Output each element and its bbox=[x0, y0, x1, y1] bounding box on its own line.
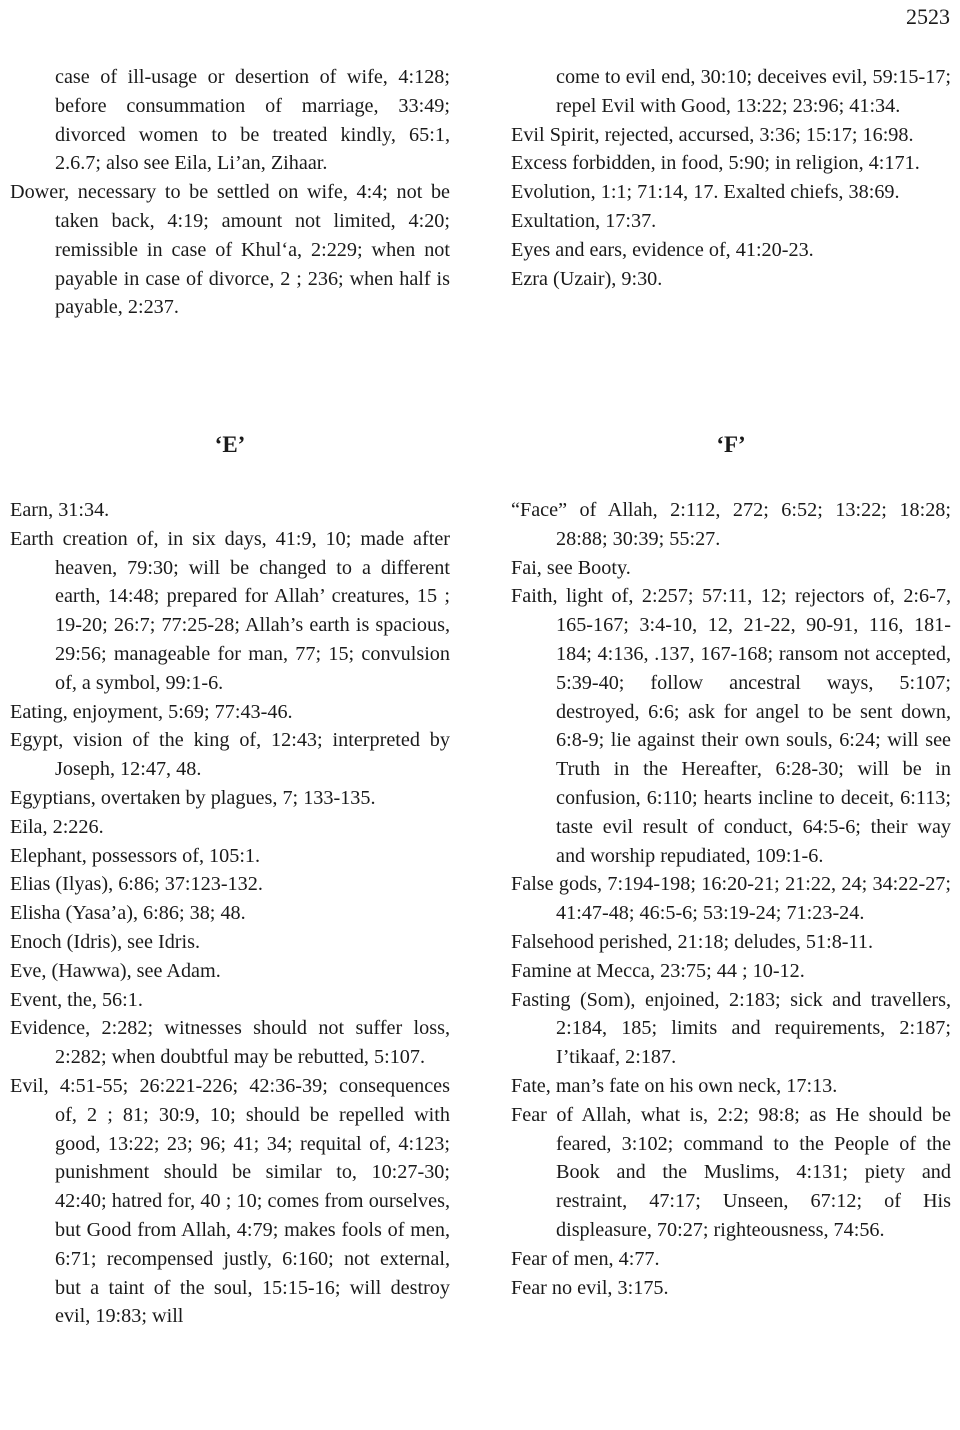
index-entry: Event, the, 56:1. bbox=[10, 988, 143, 1011]
index-entry: Fai, see Booty. bbox=[511, 556, 631, 579]
index-entry: Elisha (Yasa’a), 6:86; 38; 48. bbox=[10, 902, 246, 925]
index-entry: Eila, 2:226. bbox=[10, 815, 104, 838]
index-entry: Fate, man’s fate on his own neck, 17:13. bbox=[511, 1074, 838, 1097]
index-entry: “Face” of Allah, 2:112, 272; 6:52; 13:22; 18:28; 28:88; 30:39; 55:27. bbox=[511, 499, 951, 550]
index-entry: Evolution, 1:1; 71:14, 17. Exalted chiefs, 38:69. bbox=[511, 181, 900, 204]
index-entry: Faith, light of, 2:257; 57:11, 12; rejectors of, 2:6-7, 165-167; 3:4-10, 12, 21-22, 90-91, 116, 181-184; 4:136, .137, 167-168; ransom not accepted, 5:39-40; follow ancestral ways, 5:107; destroyed, 6:6; ask for angel to be sent down, 6:8-9; lie against their own souls, 6:24; will see Truth in the Hereafter, 6:28-30; will be in confusion, 6:110; hearts incline to deceit, 6:113; taste evil result of conduct, 64:5-6; their way and worship repudiated, 109:1-6. bbox=[511, 585, 951, 867]
index-entry: Evil, 4:51-55; 26:221-226; 42:36-39; consequences of, 2 ; 81; 30:9, 10; should be repelled with good, 13:22; 23; 96; 41; 34; requital of, 4:123; punishment should be similar to, 10:27-30; 42:40; hatred for, 40 ; 10; comes from ourselves, but Good from Allah, 4:79; makes fools of men, 6:71; recompensed justly, 6:160; not external, but a taint of the soul, 15:15-16; will destroy evil, 19:83; will bbox=[10, 1074, 450, 1328]
index-entry-continued: come to evil end, 30:10; deceives evil, 59:15-17; repel Evil with Good, 13:22; 23:96; 41:34. bbox=[556, 66, 951, 117]
index-entry: Eating, enjoyment, 5:69; 77:43-46. bbox=[10, 700, 293, 723]
index-entry: Eyes and ears, evidence of, 41:20-23. bbox=[511, 238, 814, 261]
index-column-left-bottom bbox=[10, 496, 450, 1331]
index-entry: Excess forbidden, in food, 5:90; in religion, 4:171. bbox=[511, 152, 920, 175]
index-entry: Egypt, vision of the king of, 12:43; interpreted by Joseph, 12:47, 48. bbox=[10, 729, 450, 781]
index-entry: Fear of Allah, what is, 2:2; 98:8; as He should be feared, 3:102; command to the People of the Book and the Muslims, 4:131; piety and restraint, 47:17; Unseen, 67:12; of His displeasure, 70:27; righteousness, 74:56. bbox=[511, 1103, 951, 1241]
index-entry: Famine at Mecca, 23:75; 44 ; 10-12. bbox=[511, 959, 805, 982]
index-entry: Enoch (Idris), see Idris. bbox=[10, 930, 201, 953]
index-entry: Ezra (Uzair), 9:30. bbox=[511, 267, 663, 290]
index-entry: False gods, 7:194-198; 16:20-21; 21:22, 24; 34:22-27; 41:47-48; 46:5-6; 53:19-24; 71:23-24. bbox=[511, 873, 951, 925]
index-entry: Egyptians, overtaken by plagues, 7; 133-135. bbox=[10, 786, 376, 809]
index-entry: Eve, (Hawwa), see Adam. bbox=[10, 959, 221, 982]
page-number: 2523 bbox=[906, 4, 950, 29]
index-entry: Fasting (Som), enjoined, 2:183; sick and travellers, 2:184, 185; limits and requirements, 2:187; I’tikaaf, 2:187. bbox=[511, 988, 951, 1069]
index-entry: Evidence, 2:282; witnesses should not suffer loss, 2:282; when doubtful may be rebutted, 5:107. bbox=[10, 1017, 450, 1069]
section-heading-f: ‘F’ bbox=[716, 432, 746, 457]
index-entry: Earth creation of, in six days, 41:9, 10; made after heaven, 79:30; will be changed to a different earth, 14:48; prepared for Allah’ creatures, 15 ; 19-20; 26:7; 77:25-28; Allah’s earth is spacious, 29:56; manageable for man, 77; 15; convulsion of, a symbol, 99:1-6. bbox=[10, 527, 450, 694]
index-column-right-top bbox=[511, 63, 951, 293]
index-entry: Fear of men, 4:77. bbox=[511, 1247, 660, 1270]
index-entry: Falsehood perished, 21:18; deludes, 51:8-11. bbox=[511, 930, 874, 953]
index-entry-continued: case of ill-usage or desertion of wife, 4:128; before consummation of marriage, 33:49; divorced women to be treated kindly, 65:1, 2.6.7; also see Eila, Li’an, Zihaar. bbox=[55, 66, 450, 175]
index-entry: Elias (Ilyas), 6:86; 37:123-132. bbox=[10, 873, 263, 896]
index-column-right-bottom bbox=[511, 496, 951, 1302]
index-entry: Elephant, possessors of, 105:1. bbox=[10, 844, 261, 867]
index-entry: Earn, 31:34. bbox=[10, 499, 110, 521]
index-entry: Dower, necessary to be settled on wife, 4:4; not be taken back, 4:19; amount not limited, 4:20; remissible in case of Khul‘a, 2:229; when not payable in case of divorce, 2 ; 236; when half is payable, 2:237. bbox=[10, 181, 450, 319]
index-entry: Evil Spirit, rejected, accursed, 3:36; 15:17; 16:98. bbox=[511, 123, 914, 146]
index-column-left-top bbox=[10, 63, 450, 322]
index-entry: Exultation, 17:37. bbox=[511, 209, 657, 232]
index-entry: Fear no evil, 3:175. bbox=[511, 1276, 669, 1299]
section-heading-e: ‘E’ bbox=[214, 432, 246, 457]
